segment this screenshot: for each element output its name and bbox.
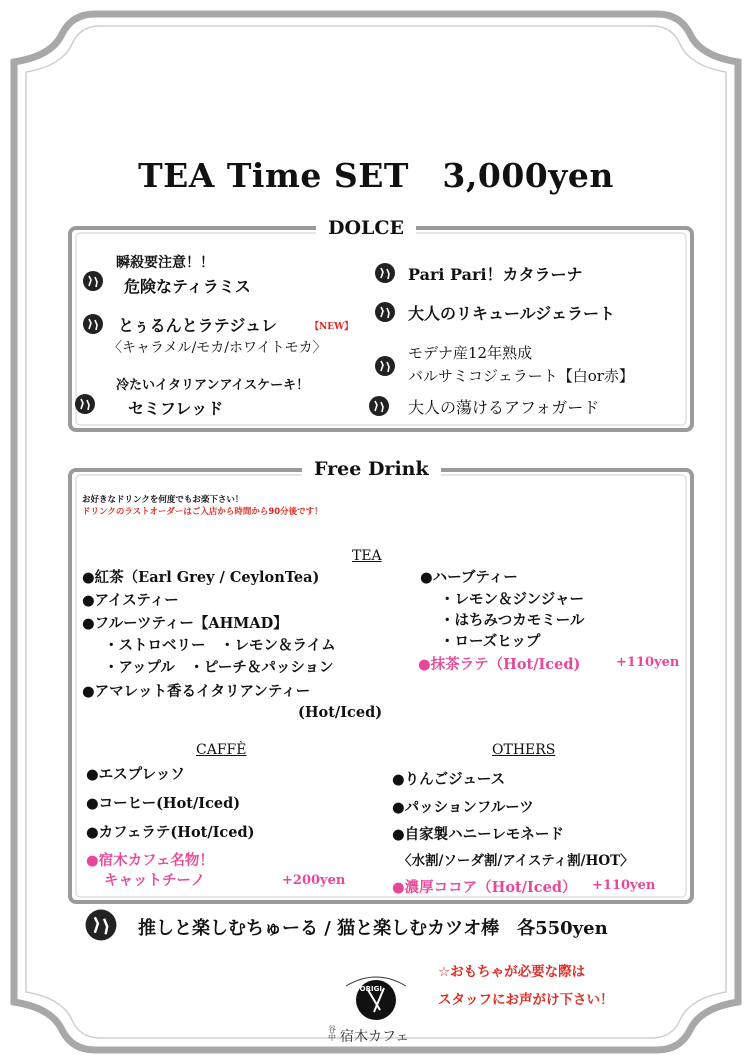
cat-icon xyxy=(374,262,396,284)
others-item: ●パッションフルーツ xyxy=(392,799,534,816)
caffe-item: ●カフェラテ(Hot/Iced) xyxy=(86,824,255,841)
cat-icon xyxy=(82,313,104,335)
dolce-item-catalana: Pari Pari！カタラーナ xyxy=(408,265,583,284)
logo-name: YADORIGI xyxy=(344,985,382,993)
caffe-heading: CAFFÈ xyxy=(196,742,247,758)
dolce-item-semifreddo: セミフレッド xyxy=(128,399,224,418)
herb-flavor: ・ローズヒップ xyxy=(440,633,541,650)
dolce-item-affogato: 大人の蕩けるアフォガード xyxy=(408,398,600,417)
cat-icon xyxy=(74,393,96,415)
matcha-latte-price: +110yen xyxy=(616,655,680,670)
others-item: ●自家製ハニーレモネード xyxy=(392,826,564,843)
dolce-item-tiramisu-note: 瞬殺要注意！！ xyxy=(116,255,214,271)
dolce-item-balsamic-gelato: バルサミコジェラート【白or赤】 xyxy=(408,367,634,385)
dolce-item-tiramisu: 危険なティラミス xyxy=(124,277,251,296)
page-title: TEA Time SET 3,000yen xyxy=(138,156,614,195)
tea-heading: TEA xyxy=(352,548,382,564)
last-order-note: ドリンクのラストオーダーはご入店から時間から90分後です！ xyxy=(82,507,323,517)
staff-note-line1: ☆おもちゃが必要な際は xyxy=(438,964,586,980)
tea-item: ●フルーツティー【AHMAD】 xyxy=(82,615,288,632)
tea-item: ●アイスティー xyxy=(82,592,179,609)
cattuccino-note: ●宿木カフェ名物！ xyxy=(86,852,214,869)
dolce-item-balsamic-note: モデナ産12年熟成 xyxy=(408,344,533,362)
matcha-latte: ●抹茶ラテ（Hot/Iced) xyxy=(418,656,581,673)
new-badge: 【NEW】 xyxy=(310,322,354,332)
dolce-item-semifreddo-note: 冷たいイタリアンアイスケーキ！ xyxy=(116,378,310,393)
herb-flavor: ・はちみつカモミール xyxy=(440,612,585,629)
logo-caption: 宿木カフェ xyxy=(340,1029,410,1045)
free-drink-note: お好きなドリンクを何度でもお楽下さい！ xyxy=(82,495,244,505)
staff-note-line2: スタッフにお声がけ下さい！ xyxy=(438,992,614,1008)
others-item: ●りんごジュース xyxy=(392,771,506,788)
tea-item: ●アマレット香るイタリアンティー xyxy=(82,683,311,700)
cat-icon xyxy=(374,355,396,377)
herb-item: ●ハーブティー xyxy=(420,569,518,586)
dolce-item-liqueur-gelato: 大人のリキュールジェラート xyxy=(408,304,615,323)
cattuccino: キャットチーノ xyxy=(104,872,206,889)
logo-caption-prefix: 谷中 xyxy=(328,1025,336,1042)
caffe-item: ●エスプレッソ xyxy=(86,766,185,783)
cocoa-price: +110yen xyxy=(592,878,656,893)
tea-item-temp: (Hot/Iced) xyxy=(298,704,383,721)
tea-flavor: ・ストロベリー ・レモン＆ライム xyxy=(104,637,336,654)
dolce-item-latte-jelly: とぅるんとラテジュレ xyxy=(118,316,278,335)
yadorigi-logo xyxy=(340,966,412,1022)
caffe-item: ●コーヒー(Hot/Iced) xyxy=(86,795,241,812)
free-drink-heading: Free Drink xyxy=(302,458,441,480)
herb-flavor: ・レモン＆ジンジャー xyxy=(440,591,584,608)
cat-icon xyxy=(84,908,118,942)
cattuccino-price: +200yen xyxy=(282,873,346,888)
churu-katsuo-offer: 推しと楽しむちゅーる / 猫と楽しむカツオ棒 各550yen xyxy=(138,918,608,939)
dolce-heading: DOLCE xyxy=(316,217,416,239)
cat-icon xyxy=(374,301,396,323)
lemonade-options: 〈水割/ソーダ割/アイスティ割/HOT〉 xyxy=(398,853,634,869)
dolce-item-latte-jelly-flavors: 〈キャラメル/モカ/ホワイトモカ〉 xyxy=(108,340,327,356)
others-heading: OTHERS xyxy=(492,742,556,758)
tea-item: ●紅茶（Earl Grey / CeylonTea) xyxy=(82,569,320,586)
cat-icon xyxy=(368,395,390,417)
cocoa: ●濃厚ココア（Hot/Iced） xyxy=(392,879,577,896)
tea-flavor: ・アップル ・ピーチ＆パッション xyxy=(104,659,334,676)
cat-icon xyxy=(82,270,104,292)
